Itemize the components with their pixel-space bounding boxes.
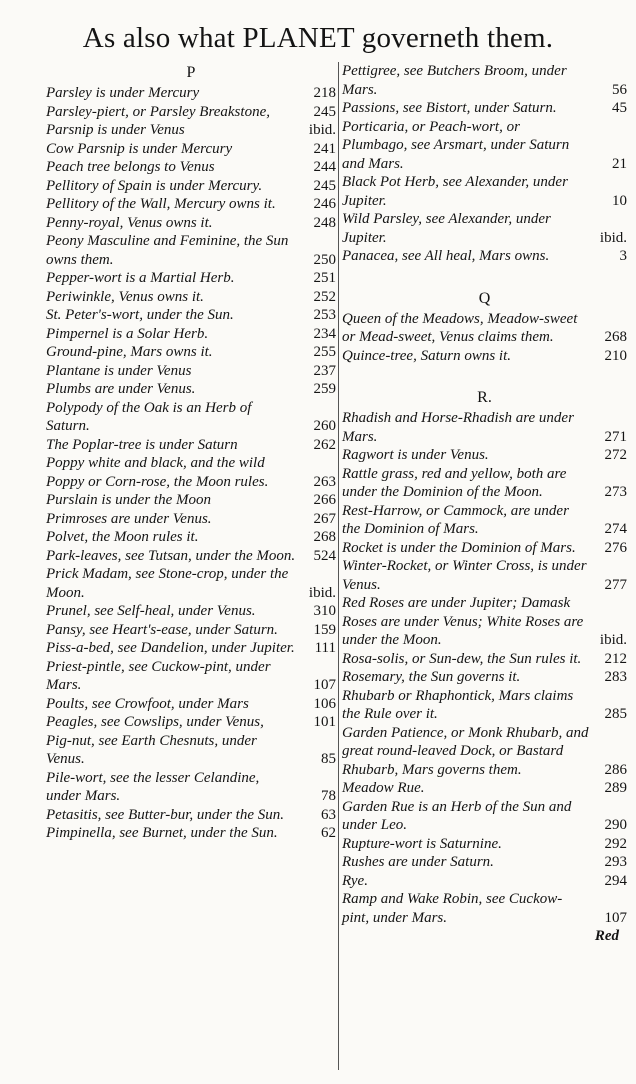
entry-page-number: 253 — [313, 307, 336, 323]
entry-page-number: 283 — [604, 669, 627, 685]
entry-page-number: 244 — [313, 159, 336, 175]
r-entry-list — [342, 409, 627, 927]
entry-page-number: 266 — [313, 492, 336, 508]
entry-page-number: 272 — [604, 447, 627, 463]
entry-text: Rupture-wort is Saturnine. — [342, 835, 502, 852]
entry-page-number: 241 — [313, 140, 336, 157]
entry-page-number: 290 — [604, 817, 627, 833]
index-entry — [46, 306, 336, 325]
entry-page-number: 107 — [604, 909, 627, 926]
entry-text: Pig-nut, see Earth Chesnuts, under Venus. — [46, 732, 257, 767]
entry-text: Rattle grass, red and yellow, both are under the Dominion of the Moon. — [342, 465, 567, 500]
index-entry — [342, 724, 627, 780]
index-entry — [46, 824, 336, 843]
index-entry — [342, 779, 627, 798]
entry-page-number: 245 — [313, 103, 336, 120]
column-divider — [338, 62, 339, 1070]
index-entry — [342, 650, 627, 669]
entry-page-number: 45 — [612, 100, 627, 116]
index-entry — [342, 539, 627, 558]
index-entry — [46, 195, 336, 214]
index-entry — [46, 325, 336, 344]
entry-text: Passions, see Bistort, under Saturn. — [342, 100, 557, 116]
entry-text: Quince-tree, Saturn owns it. — [342, 347, 512, 364]
index-entry — [46, 177, 336, 196]
entry-text: Parsley is under Mercury — [46, 85, 200, 101]
entry-page-number: 293 — [604, 854, 627, 870]
entry-page-number: 63 — [321, 806, 336, 823]
index-entry — [342, 99, 627, 118]
index-entry — [342, 446, 627, 465]
entry-page-number: ibid. — [599, 632, 627, 648]
entry-page-number: 252 — [313, 288, 336, 305]
index-entry — [46, 454, 336, 491]
index-entry — [342, 210, 627, 247]
entry-text: Rosemary, the Sun governs it. — [342, 669, 521, 685]
entry-page-number: 251 — [313, 270, 336, 286]
entry-text: Rosa-solis, or Sun-dew, the Sun rules it. — [342, 650, 582, 667]
entry-text: Ragwort is under Venus. — [342, 447, 489, 463]
entry-page-number: 106 — [313, 695, 336, 712]
index-entry — [342, 835, 627, 854]
entry-page-number: 274 — [604, 521, 627, 537]
index-entry — [46, 658, 336, 695]
entry-text: Ramp and Wake Robin, see Cuckow-pint, under Mars. — [342, 891, 563, 926]
page-title: As also what PLANET governeth them. — [82, 22, 554, 54]
entry-text: Plumbs are under Venus. — [46, 381, 196, 397]
entry-text: Poppy white and black, and the wild Poppy or Corn-rose, the Moon rules. — [46, 455, 269, 490]
index-entry — [46, 343, 336, 362]
entry-page-number: 248 — [313, 214, 336, 231]
entry-page-number: 246 — [313, 196, 336, 212]
index-entry — [342, 872, 627, 891]
index-entry — [46, 399, 336, 436]
entry-page-number: 212 — [604, 650, 627, 667]
entry-page-number: 78 — [321, 788, 336, 804]
entry-page-number: ibid. — [308, 584, 336, 601]
entry-page-number: 159 — [313, 621, 336, 638]
entry-text: Cow Parsnip is under Mercury — [46, 140, 233, 157]
index-entry — [342, 557, 627, 594]
index-entry — [46, 362, 336, 381]
entry-page-number: 255 — [313, 344, 336, 360]
entry-page-number: 292 — [604, 835, 627, 852]
entry-text: Meadow Rue. — [342, 780, 425, 796]
entry-page-number: 3 — [619, 248, 627, 264]
entry-text: Pile-wort, see the lesser Celandine, under Mars. — [46, 769, 260, 804]
index-entry — [46, 158, 336, 177]
index-entry — [46, 713, 336, 732]
entry-page-number: 111 — [314, 640, 336, 656]
entry-page-number: 285 — [604, 706, 627, 722]
index-entry — [342, 502, 627, 539]
q-entry-list — [342, 310, 627, 366]
section-heading-p: P — [186, 64, 196, 81]
section-heading-r: R. — [477, 389, 492, 406]
entry-page-number: ibid. — [599, 229, 627, 246]
index-entry — [46, 547, 336, 566]
entry-text: Rocket is under the Dominion of Mars. — [342, 539, 576, 556]
entry-text: Parsnip is under Venus — [46, 122, 185, 138]
entry-text: Ground-pine, Mars owns it. — [46, 344, 213, 360]
index-entry — [46, 436, 336, 455]
entry-text: Penny-royal, Venus owns it. — [46, 214, 213, 231]
left-entry-list — [46, 84, 336, 843]
entry-text: Prick Madam, see Stone-crop, under the Moon. — [46, 566, 289, 601]
entry-page-number: 260 — [313, 418, 336, 434]
entry-page-number: 277 — [604, 576, 627, 593]
entry-page-number: 310 — [313, 603, 336, 619]
entry-text: Rhadish and Horse-Rhadish are under Mars. — [342, 410, 574, 445]
entry-text: Primroses are under Venus. — [46, 510, 212, 527]
entry-text: Purslain is under the Moon — [46, 492, 211, 508]
entry-page-number: 85 — [321, 751, 336, 767]
entry-text: Garden Patience, or Monk Rhubarb, and great round-leaved Dock, or Bastard Rhubarb, Mars governs them. — [342, 724, 589, 778]
catchword: Red — [594, 928, 619, 944]
index-entry — [342, 347, 627, 366]
entry-text: Pettigree, see Butchers Broom, under Mars. — [342, 63, 567, 98]
entry-text: Rest-Harrow, or Cammock, are under the Dominion of Mars. — [342, 502, 569, 537]
index-entry — [342, 890, 627, 927]
entry-page-number: 273 — [604, 484, 627, 500]
entry-page-number: 56 — [612, 81, 627, 98]
index-entry — [342, 409, 627, 446]
entry-text: Prunel, see Self-heal, under Venus. — [46, 603, 256, 619]
entry-text: Pimpernel is a Solar Herb. — [46, 325, 209, 342]
entry-text: Park-leaves, see Tutsan, under the Moon. — [46, 547, 296, 564]
index-entry — [342, 247, 627, 266]
index-entry — [46, 565, 336, 602]
index-entry — [46, 806, 336, 825]
index-entry — [342, 594, 627, 650]
index-entry — [342, 798, 627, 835]
entry-page-number: 234 — [313, 325, 336, 342]
entry-page-number: 259 — [313, 381, 336, 397]
entry-page-number: 107 — [313, 677, 336, 693]
index-entry — [342, 853, 627, 872]
entry-page-number: 268 — [313, 529, 336, 545]
index-entry — [46, 140, 336, 159]
entry-text: Poults, see Crowfoot, under Mars — [46, 695, 249, 712]
entry-page-number: 250 — [313, 251, 336, 268]
entry-text: Pimpinella, see Burnet, under the Sun. — [46, 825, 278, 841]
entry-page-number: 10 — [612, 192, 627, 209]
entry-text: Pellitory of the Wall, Mercury owns it. — [46, 196, 276, 212]
index-entry — [342, 668, 627, 687]
entry-text: The Poplar-tree is under Saturn — [46, 436, 238, 453]
entry-text: Pellitory of Spain is under Mercury. — [46, 177, 263, 194]
index-entry — [46, 232, 336, 269]
entry-page-number: 268 — [604, 329, 627, 345]
entry-page-number: 101 — [313, 714, 336, 730]
index-entry — [46, 214, 336, 233]
index-entry — [342, 687, 627, 724]
entry-text: Panacea, see All heal, Mars owns. — [342, 248, 550, 264]
entry-text: St. Peter's-wort, under the Sun. — [46, 307, 234, 323]
entry-text: Priest-pintle, see Cuckow-pint, under Mars. — [46, 658, 271, 693]
entry-text: Piss-a-bed, see Dandelion, under Jupiter. — [46, 640, 295, 656]
entry-text: Red Roses are under Jupiter; Damask Roses are under Venus; White Roses are under the Moon. — [342, 595, 584, 648]
entry-text: Plantane is under Venus — [46, 362, 192, 379]
entry-text: Winter-Rocket, or Winter Cross, is under Venus. — [342, 558, 587, 593]
entry-page-number: 267 — [313, 510, 336, 527]
index-entry — [342, 62, 627, 99]
entry-text: Periwinkle, Venus owns it. — [46, 288, 204, 305]
entry-page-number: 286 — [604, 761, 627, 778]
index-entry — [46, 602, 336, 621]
index-entry — [342, 465, 627, 502]
entry-text: Rushes are under Saturn. — [342, 854, 494, 870]
entry-text: Parsley-piert, or Parsley Breakstone, — [46, 103, 270, 120]
entry-text: Queen of the Meadows, Meadow-sweet or Mead-sweet, Venus claims them. — [342, 310, 578, 345]
entry-text: Peagles, see Cowslips, under Venus, — [46, 714, 264, 730]
entry-page-number: 237 — [313, 362, 336, 379]
entry-page-number: 245 — [313, 177, 336, 194]
index-entry — [46, 639, 336, 658]
entry-text: Polypody of the Oak is an Herb of Saturn. — [46, 399, 252, 434]
entry-text: Wild Parsley, see Alexander, under Jupiter. — [342, 211, 551, 246]
entry-text: Pepper-wort is a Martial Herb. — [46, 270, 235, 286]
index-entry — [46, 491, 336, 510]
entry-page-number: 289 — [604, 780, 627, 796]
entry-page-number: 210 — [604, 347, 627, 364]
entry-page-number: 294 — [604, 872, 627, 889]
index-entry — [46, 769, 336, 806]
entry-page-number: 262 — [313, 436, 336, 453]
entry-text: Peony Masculine and Feminine, the Sun owns them. — [46, 233, 289, 268]
entry-page-number: 263 — [313, 473, 336, 490]
entry-text: Petasitis, see Butter-bur, under the Sun. — [46, 806, 285, 823]
entry-text: Pansy, see Heart's-ease, under Saturn. — [46, 621, 278, 638]
entry-page-number: ibid. — [308, 122, 336, 138]
index-entry — [46, 695, 336, 714]
entry-text: Peach tree belongs to Venus — [46, 159, 215, 175]
index-entry — [46, 621, 336, 640]
entry-page-number: 524 — [313, 547, 336, 564]
index-entry — [342, 118, 627, 174]
index-entry — [342, 310, 627, 347]
index-entry — [46, 84, 336, 103]
entry-text: Rhubarb or Rhaphontick, Mars claims the Rule over it. — [342, 687, 574, 722]
index-entry — [46, 103, 336, 122]
section-heading-q: Q — [478, 289, 491, 307]
index-entry — [46, 732, 336, 769]
index-entry — [46, 380, 336, 399]
left-column — [46, 62, 336, 843]
index-entry — [46, 288, 336, 307]
entry-page-number: 276 — [604, 539, 627, 556]
index-entry — [46, 121, 336, 140]
entry-text: Porticaria, or Peach-wort, or Plumbago, see Arsmart, under Saturn and Mars. — [342, 118, 570, 172]
right-top-entry-list — [342, 62, 627, 266]
entry-text: Garden Rue is an Herb of the Sun and under Leo. — [342, 798, 572, 833]
entry-text: Rye. — [342, 872, 368, 889]
entry-page-number: 271 — [604, 428, 627, 445]
entry-page-number: 218 — [313, 85, 336, 101]
entry-text: Polvet, the Moon rules it. — [46, 529, 199, 545]
right-column — [342, 62, 627, 946]
index-entry — [46, 528, 336, 547]
index-entry — [342, 173, 627, 210]
entry-text: Black Pot Herb, see Alexander, under Jupiter. — [342, 174, 568, 209]
entry-page-number: 62 — [321, 825, 336, 841]
entry-page-number: 21 — [612, 155, 627, 172]
index-entry — [46, 269, 336, 288]
index-entry — [46, 510, 336, 529]
